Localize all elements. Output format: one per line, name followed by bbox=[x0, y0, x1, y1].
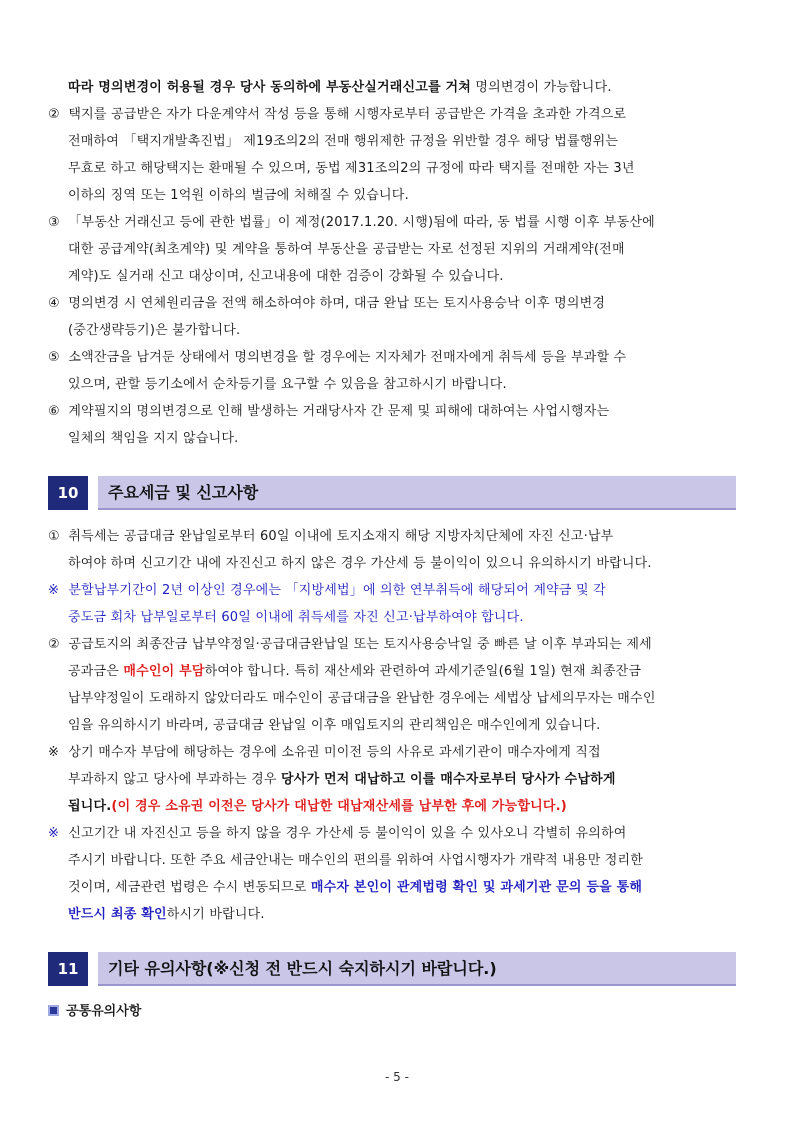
text: 공과금은 bbox=[68, 664, 124, 679]
text: 부과하지 않고 당사에 부과하는 경우 bbox=[68, 772, 282, 787]
note-marker: ※ bbox=[48, 745, 60, 760]
text: 상기 매수자 부담에 해당하는 경우에 소유권 미이전 등의 사유로 과세기관이 매수자에게 직접 bbox=[68, 745, 601, 760]
subsection-title: 공통유의사항 bbox=[66, 1004, 142, 1019]
emphasis-text: 반드시 최종 확인 bbox=[68, 907, 167, 922]
paragraph-line: 일체의 책임을 지지 않습니다. bbox=[68, 431, 239, 446]
paragraph-line: 있으며, 관할 등기소에서 순차등기를 요구할 수 있음을 참고하시기 바랍니다. bbox=[68, 377, 507, 392]
paragraph-line bbox=[68, 878, 642, 898]
paragraph-line bbox=[68, 770, 616, 790]
text: 하여야 합니다. 특히 재산세와 관련하여 과세기준일(6월 1일) 현재 최종잔금 bbox=[204, 664, 642, 679]
text: 분할납부기간이 2년 이상인 경우에는 「지방세법」에 의한 연부취득에 해당되어 계약금 및 각 bbox=[68, 583, 606, 598]
paragraph-line: 전매하여 「택지개발촉진법」 제19조의2의 전매 행위제한 규정을 위반할 경우 해당 법률행위는 bbox=[68, 134, 619, 149]
subsection-heading bbox=[48, 1002, 141, 1022]
item-marker: ④ bbox=[48, 296, 60, 311]
paragraph-line: (중간생략등기)은 불가합니다. bbox=[68, 323, 241, 338]
list-item-3 bbox=[48, 213, 655, 233]
paragraph-line: 하여야 하며 신고기간 내에 자진신고 하지 않은 경우 가산세 등 불이익이 있으니 유의하시기 바랍니다. bbox=[68, 556, 652, 571]
text: 하시기 바랍니다. bbox=[166, 907, 265, 922]
item-marker: ③ bbox=[48, 215, 60, 230]
note-marker: ※ bbox=[48, 826, 60, 841]
paragraph-line bbox=[68, 78, 612, 98]
list-item-5 bbox=[48, 348, 626, 368]
item-marker: ⑤ bbox=[48, 350, 60, 365]
paragraph-line: 주시기 바랍니다. 또한 주요 세금안내는 매수인의 편의를 위하여 사업시행자가 개략적 내용만 정리한 bbox=[68, 853, 644, 868]
paragraph-line: 임을 유의하시기 바라며, 공급대금 완납일 이후 매입토지의 관리책임은 매수인에게 있습니다. bbox=[68, 718, 601, 733]
text: 명의변경 시 연체원리금을 전액 해소하여야 하며, 대금 완납 또는 토지사용승낙 이후 명의변경 bbox=[68, 296, 606, 311]
emphasis-text: (이 경우 소유권 이전은 당사가 대납한 대납재산세를 납부한 후에 가능합니다.) bbox=[111, 799, 567, 814]
paragraph-line: 무효로 하고 해당택지는 환매될 수 있으며, 동법 제31조의2의 규정에 따라 택지를 전매한 자는 3년 bbox=[68, 161, 635, 176]
list-item-4 bbox=[48, 294, 605, 314]
section-header-11 bbox=[48, 952, 736, 986]
emphasis-text: 매수인이 부담 bbox=[123, 664, 205, 679]
text: 소액잔금을 남겨둔 상태에서 명의변경을 할 경우에는 지자체가 전매자에게 취득세 등을 부과할 수 bbox=[68, 350, 627, 365]
section-header-10 bbox=[48, 476, 736, 510]
item-marker: ⑥ bbox=[48, 404, 60, 419]
text: 「부동산 거래신고 등에 관한 법률」이 제정(2017.1.20. 시행)됨에 따라, 동 법률 시행 이후 부동산에 bbox=[68, 215, 655, 230]
text: 신고기간 내 자진신고 등을 하지 않을 경우 가산세 등 불이익이 있을 수 있사오니 각별히 유의하여 bbox=[68, 826, 627, 841]
bold-text: 됩니다. bbox=[68, 799, 112, 814]
section-number: 10 bbox=[48, 476, 88, 510]
note-marker: ※ bbox=[48, 583, 60, 598]
list-item-2 bbox=[48, 105, 626, 125]
text: 것이며, 세금관련 법령은 수시 변동되므로 bbox=[68, 880, 311, 895]
item-marker: ① bbox=[48, 529, 60, 544]
section-title: 주요세금 및 신고사항 bbox=[108, 483, 259, 502]
text: 취득세는 공급대금 완납일로부터 60일 이내에 토지소재지 해당 지방자치단체에 자진 신고·납부 bbox=[68, 529, 614, 544]
bold-text: 당사가 먼저 대납하고 이를 매수자로부터 당사가 수납하게 bbox=[281, 772, 616, 787]
paragraph-line bbox=[68, 905, 265, 925]
text: 명의변경이 가능합니다. bbox=[471, 80, 612, 95]
paragraph-line: 계약)도 실거래 신고 대상이며, 신고내용에 대한 검증이 강화될 수 있습니다. bbox=[68, 269, 504, 284]
paragraph-line bbox=[68, 797, 567, 817]
note-item bbox=[48, 581, 606, 601]
text: 공급토지의 최종잔금 납부약정일·공급대금완납일 또는 토지사용승낙일 중 빠른 날 이후 부과되는 제세 bbox=[68, 637, 652, 652]
item-marker: ② bbox=[48, 107, 60, 122]
emphasis-text: 매수자 본인이 관계법령 확인 및 과세기관 문의 등을 통해 bbox=[310, 880, 643, 895]
text: 계약필지의 명의변경으로 인해 발생하는 거래당사자 간 문제 및 피해에 대하여는 사업시행자는 bbox=[68, 404, 610, 419]
section-number: 11 bbox=[48, 952, 88, 986]
note-item bbox=[48, 824, 627, 844]
item-marker: ② bbox=[48, 637, 60, 652]
bold-text: 따라 명의변경이 허용될 경우 당사 동의하에 부동산실거래신고를 거쳐 bbox=[68, 80, 472, 95]
paragraph-line: 중도금 회차 납부일로부터 60일 이내에 취득세를 자진 신고·납부하여야 합니다. bbox=[68, 610, 524, 625]
paragraph-line: 대한 공급계약(최초계약) 및 계약을 통하여 부동산을 공급받는 자로 선정된 지위의 거래계약(전매 bbox=[68, 242, 625, 257]
note-item bbox=[48, 743, 601, 763]
list-item-2 bbox=[48, 635, 652, 655]
section-title: 기타 유의사항(※신청 전 반드시 숙지하시기 바랍니다.) bbox=[108, 959, 497, 978]
page-number: - 5 - bbox=[385, 1070, 409, 1084]
paragraph-line bbox=[68, 662, 641, 682]
square-bullet-icon bbox=[48, 1005, 59, 1016]
list-item-6 bbox=[48, 402, 609, 422]
list-item-1 bbox=[48, 527, 613, 547]
paragraph-line: 납부약정일이 도래하지 않았더라도 매수인이 공급대금을 완납한 경우에는 세법상 납세의무자는 매수인 bbox=[68, 691, 656, 706]
text: 택지를 공급받은 자가 다운계약서 작성 등을 통해 시행자로부터 공급받은 가격을 초과한 가격으로 bbox=[68, 107, 627, 122]
paragraph-line: 이하의 징역 또는 1억원 이하의 벌금에 처해질 수 있습니다. bbox=[68, 188, 409, 203]
